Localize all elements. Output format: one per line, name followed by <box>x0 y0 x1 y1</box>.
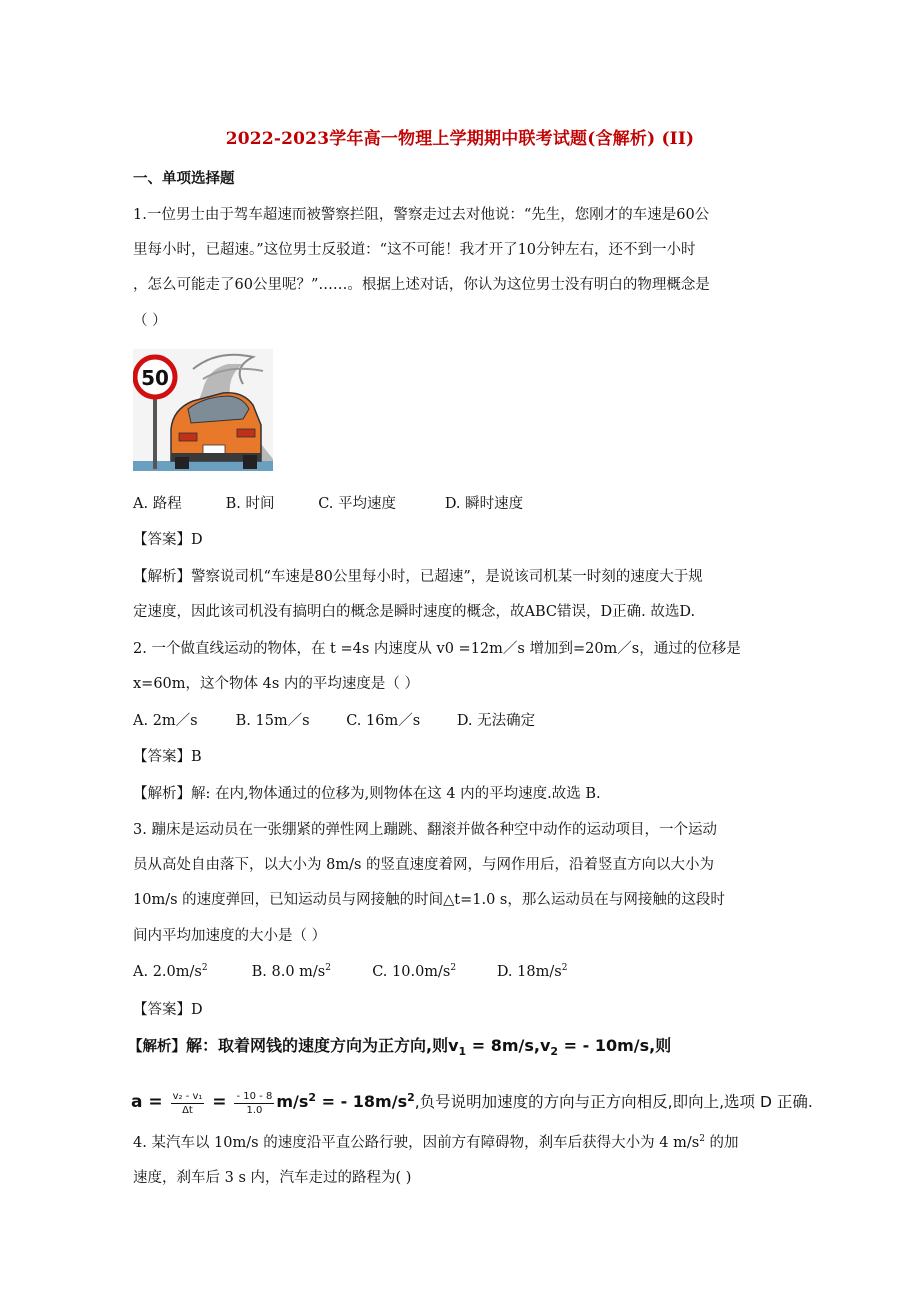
q2-options <box>133 711 535 731</box>
q4-line-1-tail: 的加 <box>704 1135 739 1151</box>
fraction-2-denominator: 1.0 <box>246 1104 263 1116</box>
q3-option-c-sup: 2 <box>450 963 457 973</box>
formula-tail: ,负号说明加速度的方向与正方向相反,即向上,选项 D 正确. <box>414 1093 813 1111</box>
q2-option-b: B. 15m／s <box>235 713 310 729</box>
q3-option-a: A. 2.0m/s <box>133 964 202 980</box>
q2-line-1: 2. 一个做直线运动的物体，在 t =4s 内速度从 v0 =12m／s 增加到=20m／s，通过的位移是 <box>133 641 741 657</box>
q3-analysis-text-3: = - 10m/s,则 <box>558 1036 672 1055</box>
q2-line-2: x=60m，这个物体 4s 内的平均速度是（ ） <box>133 676 420 692</box>
q1-line-2: 里每小时，已超速。”这位男士反驳道：“这不可能！我才开了10分钟左右，还不到一小时 <box>133 242 696 258</box>
q3-line-2: 员从高处自由落下，以大小为 8m/s 的竖直速度着网，与网作用后，沿着竖直方向以大小为 <box>133 857 715 873</box>
q4-line-1 <box>133 1133 739 1153</box>
q3-analysis-sub-1: 1 <box>458 1044 467 1058</box>
fraction-2-numerator: - 10 - 8 <box>236 1090 273 1102</box>
document-title: 2022-2023学年高一物理上学期期中联考试题(含解析) (II) <box>225 129 695 149</box>
q2-answer: 【答案】B <box>133 749 202 765</box>
formula-fraction-2 <box>234 1090 274 1117</box>
q1-options <box>133 494 523 514</box>
q1-option-d: D. 瞬时速度 <box>444 496 524 512</box>
q1-option-b: B. 时间 <box>225 496 275 512</box>
q1-analysis-line-2: 定速度，因此该司机没有搞明白的概念是瞬时速度的概念，故ABC错误，D正确. 故选D. <box>133 604 696 620</box>
formula-fraction-1 <box>171 1090 205 1117</box>
q4-line-1-text: 4. 某汽车以 10m/s 的速度沿平直公路行驶，因前方有障碍物，刹车后获得大小为 4 m/s <box>133 1135 700 1151</box>
formula-unit-sup: 2 <box>308 1091 317 1104</box>
q4-line-1-sup: 2 <box>699 1134 705 1144</box>
fraction-1-denominator: Δt <box>182 1104 193 1116</box>
q1-option-a: A. 路程 <box>133 496 182 512</box>
q3-analysis-sub-2: 2 <box>550 1044 559 1058</box>
q3-options <box>133 962 567 982</box>
q3-option-d-sup: 2 <box>561 963 568 973</box>
q3-analysis-text-2: = 8m/s,v <box>466 1036 551 1055</box>
q3-analysis-text-1: 解：取着网钱的速度方向为正方向,则v <box>186 1036 459 1055</box>
q1-answer: 【答案】D <box>133 532 203 548</box>
q3-option-b-sup: 2 <box>325 963 331 973</box>
q3-analysis-label: 【解析】 <box>128 1038 186 1055</box>
q1-line-4: （ ） <box>133 313 167 329</box>
formula-result-sup: 2 <box>407 1091 415 1104</box>
formula-result: = - 18m/s <box>316 1092 408 1111</box>
q4-line-2: 速度，刹车后 3 s 内，汽车走过的路程为( ) <box>133 1170 412 1186</box>
q2-option-d: D. 无法确定 <box>456 713 536 729</box>
q3-line-3: 10m/s 的速度弹回，已知运动员与网接触的时间△t=1.0 s，那么运动员在与网接触的这段时 <box>133 892 725 908</box>
q3-answer: 【答案】D <box>133 1002 203 1018</box>
formula-unit: m/s <box>276 1092 309 1111</box>
q3-formula-line <box>131 1087 813 1118</box>
speed-sign-text: 50 <box>141 366 169 390</box>
q2-analysis: 【解析】解: 在内,物体通过的位移为,则物体在这 4 内的平均速度.故选 B. <box>133 786 601 802</box>
q2-option-c: C. 16m／s <box>346 713 421 729</box>
q3-analysis-line-1 <box>128 1036 671 1062</box>
q1-analysis-line-1: 【解析】警察说司机“车速是80公里每小时，已超速”，是说该司机某一时刻的速度大于规 <box>133 569 703 585</box>
q3-option-c: C. 10.0m/s <box>372 964 451 980</box>
q1-line-3: ，怎么可能走了60公里呢？”……。根据上述对话，你认为这位男士没有明白的物理概念是 <box>133 277 710 293</box>
q3-line-1: 3. 蹦床是运动员在一张绷紧的弹性网上蹦跳、翻滚并做各种空中动作的运动项目，一个运动 <box>133 822 717 838</box>
formula-equals: = <box>206 1092 233 1112</box>
q1-option-c: C. 平均速度 <box>318 496 397 512</box>
formula-a: a = <box>131 1092 169 1112</box>
fraction-1-numerator: v₂ - v₁ <box>172 1090 203 1102</box>
q3-option-b: B. 8.0 m/s <box>251 964 326 980</box>
q3-line-4: 间内平均加速度的大小是（ ） <box>133 928 327 944</box>
q3-option-a-sup: 2 <box>201 963 208 973</box>
speed-limit-car-illustration <box>133 349 273 471</box>
q3-option-d: D. 18m/s <box>496 964 562 980</box>
q1-line-1: 1.一位男士由于驾车超速而被警察拦阻，警察走过去对他说：“先生，您刚才的车速是60公 <box>133 207 710 223</box>
section-heading: 一、单项选择题 <box>133 170 235 187</box>
q2-option-a: A. 2m／s <box>133 713 198 729</box>
